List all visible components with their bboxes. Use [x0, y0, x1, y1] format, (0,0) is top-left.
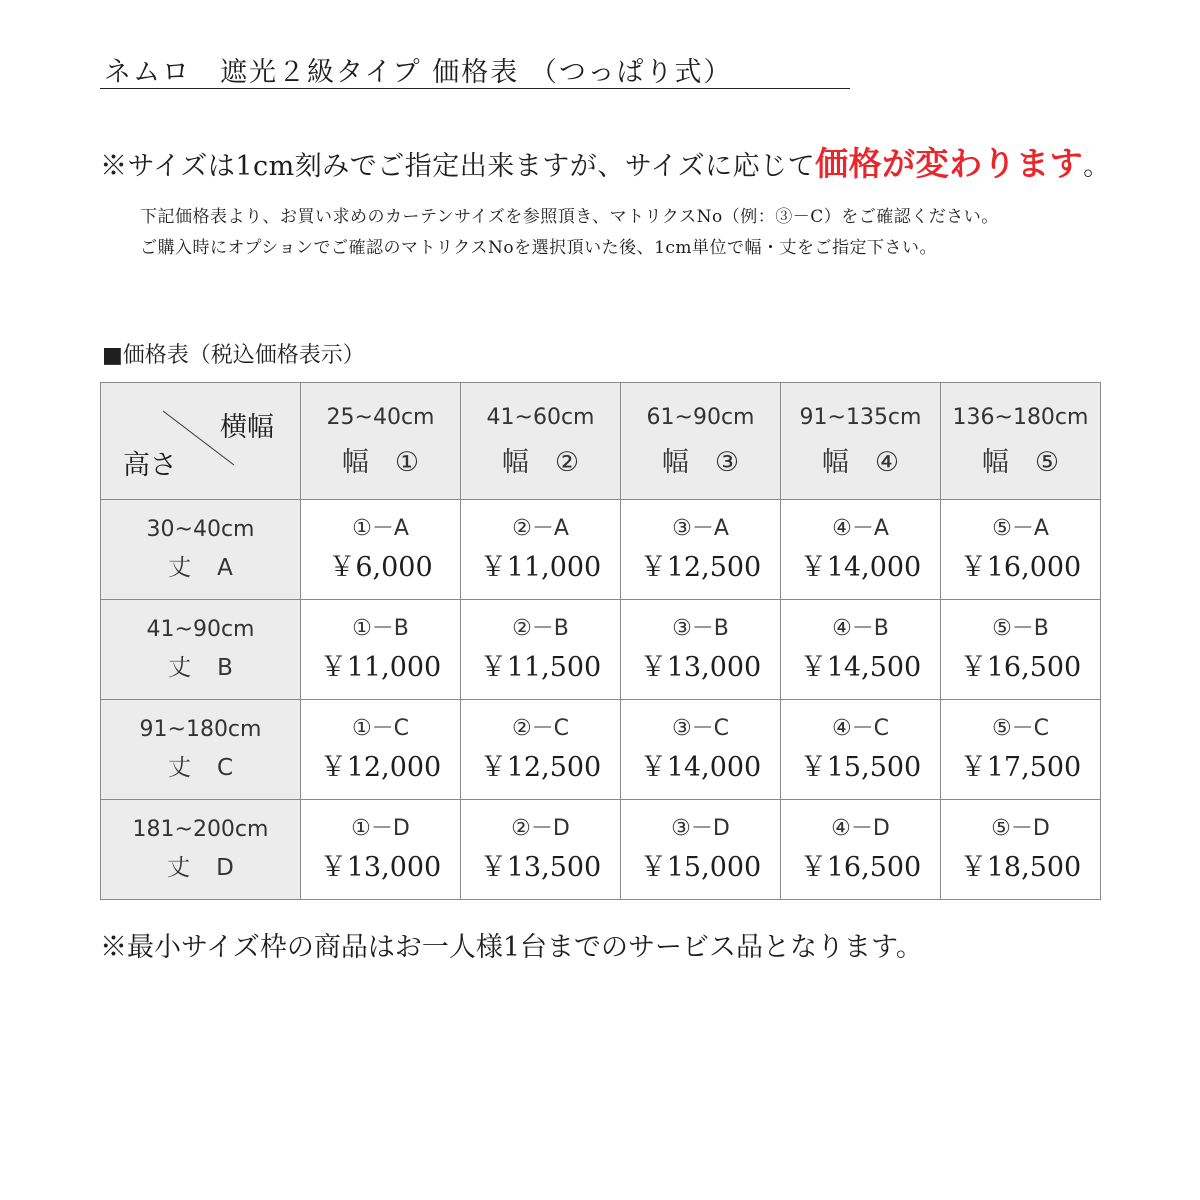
price-value: ￥16,000: [959, 552, 1082, 583]
row-height-range: 30~40cm: [146, 517, 255, 542]
page-title: ネムロ 遮光２級タイプ 価格表 （つっぱり式）: [104, 57, 733, 88]
row-label-text: 丈: [167, 755, 191, 781]
price-cell: [301, 700, 461, 800]
matrix-code: ④－C: [831, 716, 890, 741]
price-value: ￥17,500: [959, 752, 1082, 783]
price-value: ￥12,000: [319, 752, 442, 783]
matrix-code: ③－A: [672, 516, 729, 541]
row-header: [101, 600, 301, 700]
matrix-code: ③－B: [672, 616, 729, 641]
price-cell: [941, 700, 1101, 800]
price-value: ￥14,000: [799, 552, 922, 583]
column-header: [781, 383, 941, 500]
price-cell: [621, 600, 781, 700]
row-label-text: 丈: [168, 655, 192, 681]
column-label: [621, 446, 780, 478]
height-axis-label: 高さ: [123, 450, 177, 481]
price-cell: [781, 700, 941, 800]
row-code: A: [217, 555, 233, 581]
row-height-range: 91~180cm: [139, 717, 262, 742]
matrix-code: ④－A: [832, 516, 889, 541]
matrix-code: ④－B: [832, 616, 889, 641]
price-value: ￥11,000: [319, 652, 442, 683]
price-value: ￥15,000: [639, 852, 762, 883]
price-value: ￥14,500: [799, 652, 922, 683]
table-header-row: [101, 383, 1101, 500]
price-notice: [100, 138, 1111, 185]
row-height-range: 41~90cm: [146, 617, 255, 642]
matrix-code: ②－D: [511, 816, 570, 841]
matrix-code: ②－B: [512, 616, 569, 641]
column-header: [461, 383, 621, 500]
corner-cell: [101, 383, 301, 500]
matrix-code: ③－C: [671, 716, 730, 741]
column-number: ②: [554, 446, 580, 478]
price-value: ￥13,000: [319, 852, 442, 883]
price-cell: [461, 700, 621, 800]
matrix-code: ②－C: [511, 716, 570, 741]
price-cell: [301, 600, 461, 700]
column-label: [301, 446, 460, 478]
column-header: [301, 383, 461, 500]
instruction-line-1: 下記価格表より、お買い求めのカーテンサイズを参照頂き、マトリクスNo（例：③－C）をご確認ください。: [140, 207, 999, 227]
notice-highlight: 価格が変わります: [815, 144, 1084, 183]
row-label: [101, 657, 300, 680]
table-row: [101, 700, 1101, 800]
price-cell: [781, 500, 941, 600]
price-value: ￥15,500: [799, 752, 922, 783]
row-code: D: [216, 855, 234, 881]
price-cell: [941, 600, 1101, 700]
row-label: [101, 857, 300, 880]
row-label-text: 丈: [167, 855, 191, 881]
price-cell: [301, 500, 461, 600]
price-cell: [781, 600, 941, 700]
row-label: [101, 757, 300, 780]
column-label-text: 幅: [821, 446, 849, 478]
column-number: ③: [714, 446, 740, 478]
matrix-code: ①－D: [351, 816, 410, 841]
price-value: ￥11,500: [479, 652, 602, 683]
price-cell: [621, 500, 781, 600]
column-label: [461, 446, 620, 478]
row-label: [101, 557, 300, 580]
matrix-code: ③－D: [671, 816, 730, 841]
price-cell: [941, 800, 1101, 900]
column-header: [621, 383, 781, 500]
price-value: ￥13,500: [479, 852, 602, 883]
row-label-text: 丈: [168, 555, 192, 581]
price-value: ￥16,500: [959, 652, 1082, 683]
price-cell: [781, 800, 941, 900]
table-row: [101, 800, 1101, 900]
row-header: [101, 700, 301, 800]
matrix-code: ⑤－B: [992, 616, 1049, 641]
price-cell: [461, 800, 621, 900]
column-number: ①: [394, 446, 420, 478]
column-label-text: 幅: [661, 446, 689, 478]
price-cell: [461, 600, 621, 700]
title-underline: [100, 88, 850, 89]
column-width-range: 41~60cm: [486, 404, 595, 430]
row-header: [101, 800, 301, 900]
price-value: ￥14,000: [639, 752, 762, 783]
column-number: ④: [874, 446, 900, 478]
matrix-code: ⑤－A: [992, 516, 1049, 541]
matrix-code: ⑤－D: [991, 816, 1050, 841]
column-width-range: 25~40cm: [326, 404, 435, 430]
column-width-range: 91~135cm: [799, 404, 922, 430]
column-label-text: 幅: [981, 446, 1009, 478]
price-cell: [941, 500, 1101, 600]
table-heading: ■価格表（税込価格表示）: [102, 343, 365, 368]
table-row: [101, 600, 1101, 700]
column-number: ⑤: [1034, 446, 1060, 478]
notice-suffix: 。: [1083, 151, 1111, 182]
row-height-range: 181~200cm: [132, 817, 269, 842]
column-width-range: 136~180cm: [952, 404, 1089, 430]
column-width-range: 61~90cm: [646, 404, 755, 430]
price-value: ￥12,500: [639, 552, 762, 583]
width-axis-label: 横幅: [220, 412, 274, 443]
row-code: B: [217, 655, 233, 681]
row-code: C: [216, 755, 234, 781]
column-label-text: 幅: [501, 446, 529, 478]
matrix-code: ①－A: [352, 516, 409, 541]
instruction-line-2: ご購入時にオプションでご確認のマトリクスNoを選択頂いた後、1cm単位で幅・丈をご指定下さい。: [140, 238, 938, 258]
matrix-code: ④－D: [831, 816, 890, 841]
price-cell: [621, 700, 781, 800]
footer-note: ※最小サイズ枠の商品はお一人様1台までのサービス品となります。: [100, 932, 923, 963]
price-table: [100, 382, 1101, 900]
column-label: [781, 446, 940, 478]
row-header: [101, 500, 301, 600]
notice-text: ※サイズは1cm刻みでご指定出来ますが、サイズに応じて: [100, 151, 816, 182]
column-label: [941, 446, 1100, 478]
table-row: [101, 500, 1101, 600]
matrix-code: ②－A: [512, 516, 569, 541]
matrix-code: ⑤－C: [991, 716, 1050, 741]
price-value: ￥13,000: [639, 652, 762, 683]
price-value: ￥6,000: [328, 552, 433, 583]
matrix-code: ①－C: [351, 716, 410, 741]
price-cell: [461, 500, 621, 600]
matrix-code: ①－B: [352, 616, 409, 641]
column-label-text: 幅: [341, 446, 369, 478]
price-value: ￥11,000: [479, 552, 602, 583]
column-header: [941, 383, 1101, 500]
price-cell: [621, 800, 781, 900]
price-value: ￥12,500: [479, 752, 602, 783]
price-value: ￥16,500: [799, 852, 922, 883]
price-value: ￥18,500: [959, 852, 1082, 883]
price-cell: [301, 800, 461, 900]
